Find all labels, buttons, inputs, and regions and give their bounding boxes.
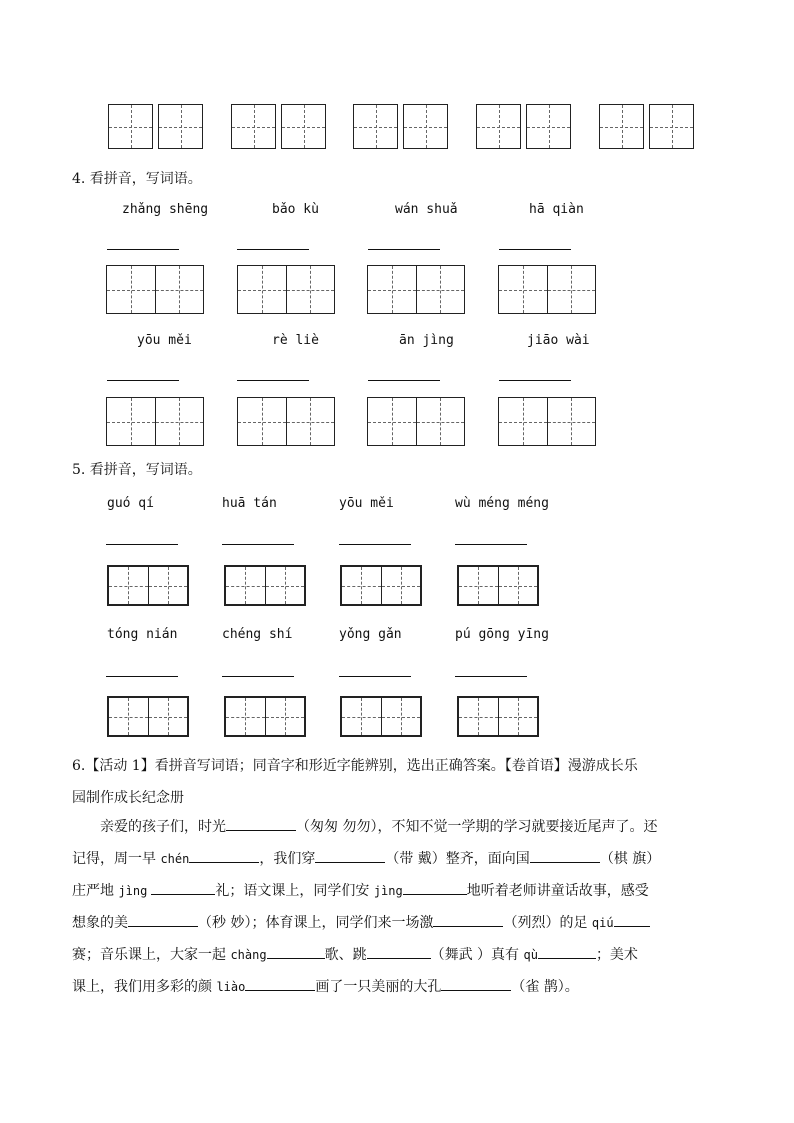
pinyin-prompt: chéng shí [222, 627, 293, 642]
writing-box[interactable] [498, 265, 596, 314]
writing-box-pair[interactable] [599, 104, 694, 149]
cloze-line [72, 939, 732, 971]
writing-box[interactable] [107, 565, 189, 606]
cloze-blank[interactable] [441, 976, 511, 991]
answer-line[interactable] [368, 380, 440, 381]
writing-box-pair[interactable] [476, 104, 571, 149]
cloze-text: （棋 旗） [599, 851, 661, 867]
cloze-paragraph [72, 811, 732, 1003]
cloze-line [72, 843, 732, 875]
pinyin-prompt: yōu měi [339, 496, 394, 511]
pinyin-prompt: wán shuǎ [395, 202, 458, 217]
answer-line[interactable] [237, 249, 309, 250]
answer-line[interactable] [106, 676, 178, 677]
cloze-text: 地听着老师讲童话故事，感受 [466, 883, 649, 899]
cloze-blank[interactable] [151, 880, 215, 895]
writing-box[interactable] [237, 397, 335, 446]
cloze-pinyin: liào [216, 980, 246, 994]
cloze-pinyin: jìng [373, 884, 403, 898]
cloze-text: （雀 鹊）。 [511, 979, 579, 995]
cloze-blank[interactable] [367, 944, 431, 959]
section-4-heading: 4. 看拼音，写词语。 [72, 171, 202, 187]
writing-box[interactable] [367, 265, 465, 314]
top-box-row [108, 104, 698, 150]
pinyin-prompt: bǎo kù [272, 202, 319, 217]
pinyin-prompt: guó qí [107, 496, 154, 511]
pinyin-prompt: yǒng gǎn [339, 627, 402, 642]
writing-box[interactable] [231, 104, 276, 149]
writing-box[interactable] [353, 104, 398, 149]
cloze-text: ，我们穿 [259, 851, 316, 867]
cloze-line [72, 907, 732, 939]
cloze-text: （舞武 ）真有 [430, 947, 524, 963]
writing-box[interactable] [106, 397, 204, 446]
writing-box[interactable] [526, 104, 571, 149]
writing-box[interactable] [367, 397, 465, 446]
answer-line[interactable] [368, 249, 440, 250]
cloze-text: 礼；语文课上，同学们安 [215, 883, 374, 899]
cloze-text: （列烈）的足 [503, 915, 592, 931]
cloze-text: （匆匆 勿勿），不知不觉一学期的学习就要接近尾声了。还 [296, 819, 658, 835]
writing-box[interactable] [457, 565, 539, 606]
cloze-pinyin: jìng [118, 884, 148, 898]
answer-line[interactable] [339, 676, 411, 677]
cloze-blank[interactable] [403, 880, 467, 895]
answer-line[interactable] [107, 249, 179, 250]
answer-line[interactable] [107, 380, 179, 381]
writing-box[interactable] [340, 565, 422, 606]
writing-box[interactable] [237, 265, 335, 314]
answer-line[interactable] [455, 676, 527, 677]
answer-line[interactable] [499, 249, 571, 250]
cloze-text: ；美术 [595, 947, 638, 963]
cloze-text: （秒 妙）；体育课上，同学们来一场激 [198, 915, 434, 931]
cloze-text: 赛；音乐课上，大家一起 [72, 947, 231, 963]
writing-box-pair[interactable] [353, 104, 448, 149]
pinyin-prompt: jiāo wài [527, 333, 590, 348]
writing-box-pair[interactable] [231, 104, 326, 149]
pinyin-prompt: huā tán [222, 496, 277, 511]
cloze-line [72, 811, 732, 843]
cloze-text: 记得，周一早 [72, 851, 161, 867]
cloze-text: 亲爱的孩子们，时光 [100, 819, 226, 835]
answer-line[interactable] [222, 676, 294, 677]
pinyin-prompt: zhǎng shēng [122, 202, 209, 217]
answer-line[interactable] [237, 380, 309, 381]
cloze-blank[interactable] [267, 944, 325, 959]
cloze-text: 课上，我们用多彩的颜 [72, 979, 217, 995]
cloze-pinyin: qiú [591, 916, 614, 930]
cloze-text: 歌、跳 [324, 947, 367, 963]
writing-box[interactable] [108, 104, 153, 149]
answer-line[interactable] [455, 544, 527, 545]
cloze-text: （带 戴）整齐，面向国 [385, 851, 530, 867]
cloze-line [72, 971, 732, 1003]
cloze-pinyin: chén [160, 852, 190, 866]
writing-box[interactable] [281, 104, 326, 149]
cloze-line [72, 875, 732, 907]
answer-line[interactable] [499, 380, 571, 381]
writing-box[interactable] [457, 696, 539, 737]
writing-box[interactable] [107, 696, 189, 737]
cloze-blank[interactable] [245, 976, 315, 991]
writing-box[interactable] [158, 104, 203, 149]
pinyin-prompt: tóng nián [107, 627, 178, 642]
pinyin-prompt: yōu měi [137, 333, 192, 348]
writing-box[interactable] [106, 265, 204, 314]
answer-line[interactable] [222, 544, 294, 545]
cloze-pinyin: qù [523, 948, 538, 962]
writing-box[interactable] [340, 696, 422, 737]
pinyin-prompt: ān jìng [399, 333, 454, 348]
cloze-blank[interactable] [433, 912, 503, 927]
cloze-text: 想象的美 [72, 915, 128, 931]
cloze-blank[interactable] [538, 944, 596, 959]
cloze-text: 画了一只美丽的大孔 [315, 979, 442, 995]
cloze-blank[interactable] [530, 848, 600, 863]
cloze-blank[interactable] [128, 912, 198, 927]
answer-line[interactable] [339, 544, 411, 545]
answer-line[interactable] [106, 544, 178, 545]
section-5-heading: 5. 看拼音，写词语。 [72, 462, 202, 478]
writing-box[interactable] [649, 104, 694, 149]
writing-box[interactable] [599, 104, 644, 149]
cloze-blank[interactable] [189, 848, 259, 863]
writing-box[interactable] [498, 397, 596, 446]
writing-box[interactable] [476, 104, 521, 149]
cloze-blank[interactable] [614, 912, 650, 927]
pinyin-prompt: wù méng méng [455, 496, 549, 511]
cloze-pinyin: chàng [230, 948, 267, 962]
writing-box[interactable] [224, 696, 306, 737]
pinyin-prompt: rè liè [272, 333, 319, 348]
cloze-blank[interactable] [226, 816, 296, 831]
writing-box[interactable] [403, 104, 448, 149]
section-6-heading: 6.【活动 1】看拼音写词语；同音字和形近字能辨别，选出正确答案。【卷首语】漫游成长乐 [72, 758, 638, 774]
writing-box-pair[interactable] [108, 104, 203, 149]
cloze-text: 庄严地 [72, 883, 119, 899]
section-6-heading-cont: 园制作成长纪念册 [72, 790, 184, 806]
cloze-blank[interactable] [315, 848, 385, 863]
pinyin-prompt: pú gōng yīng [455, 627, 549, 642]
pinyin-prompt: hā qiàn [529, 202, 584, 217]
writing-box[interactable] [224, 565, 306, 606]
